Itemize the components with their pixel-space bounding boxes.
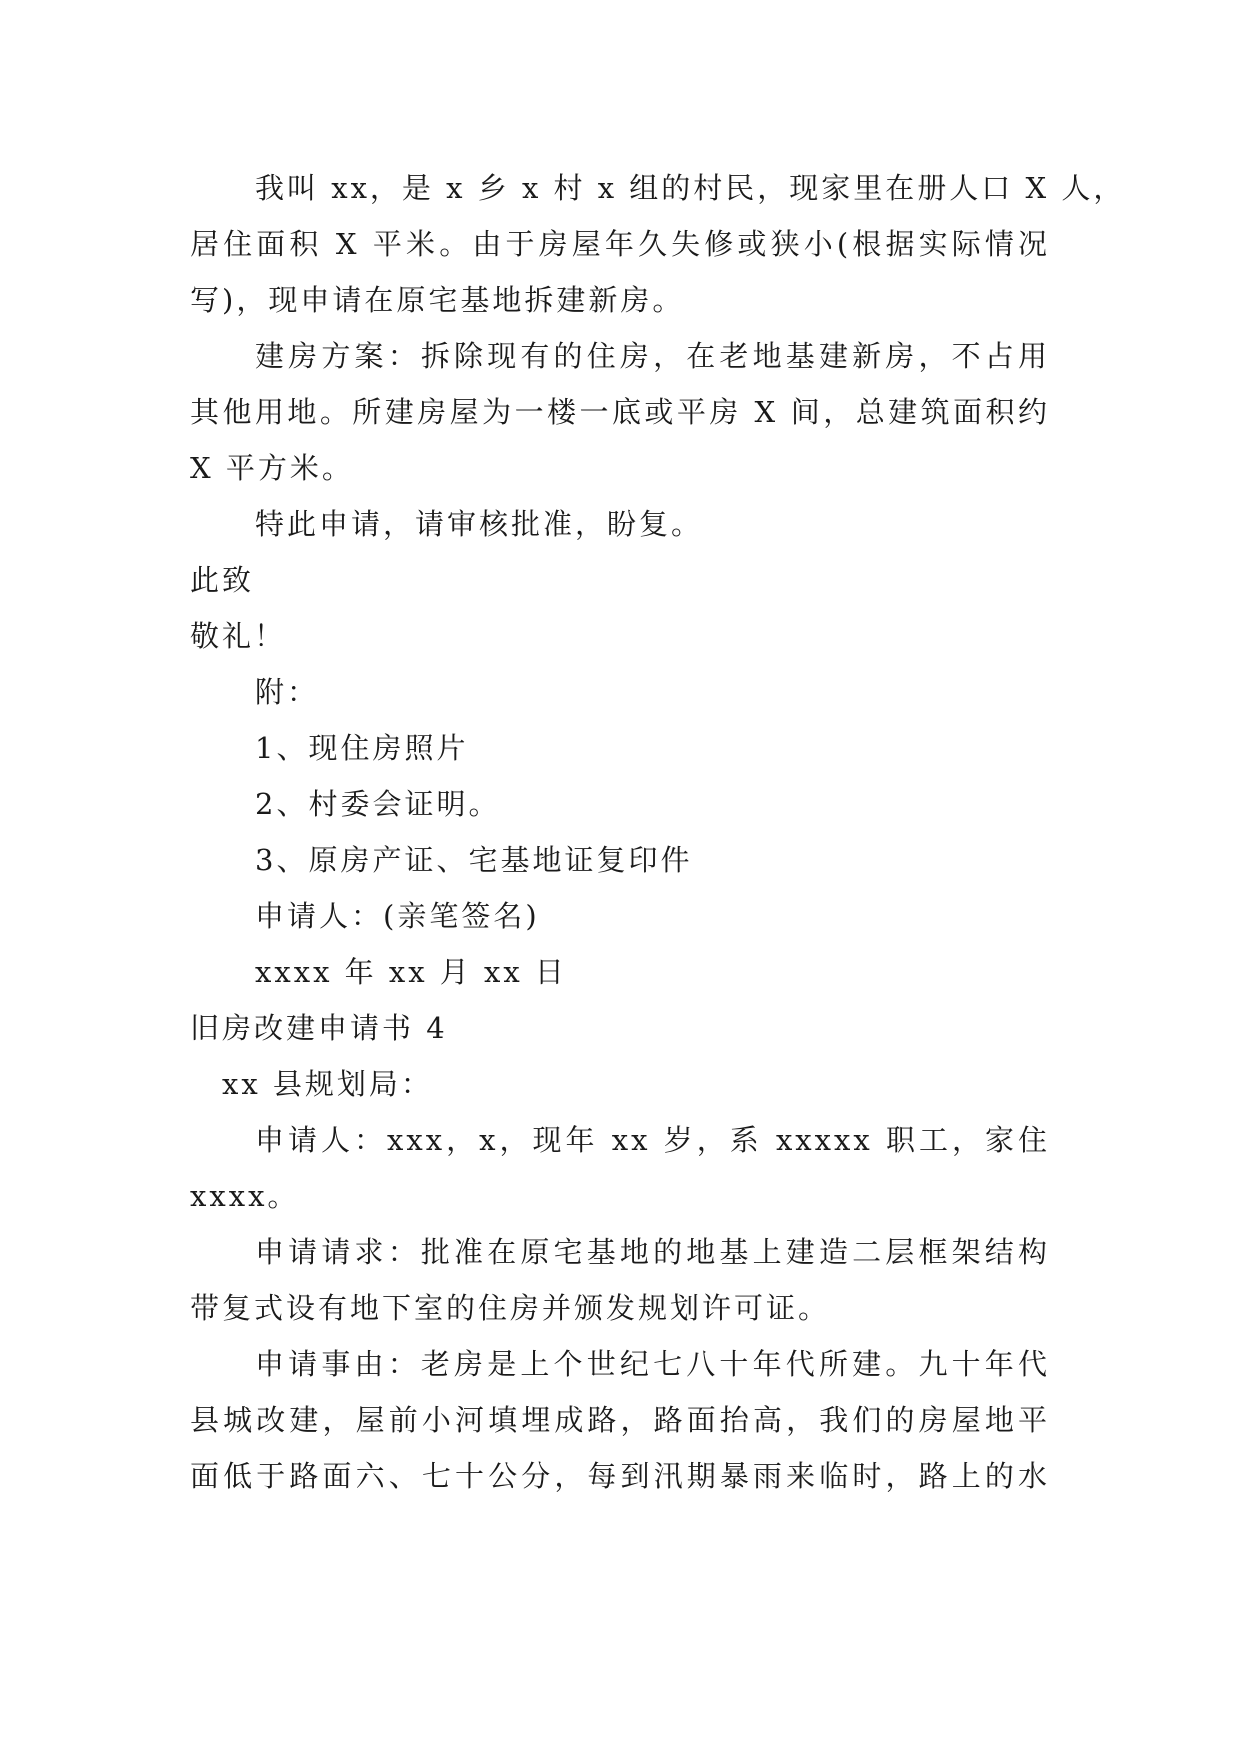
attachment-item-1: 1、现住房照片 xyxy=(255,731,469,765)
paragraph-2-line-3: X 平方米。 xyxy=(190,451,354,485)
applicant-signature: 申请人：(亲笔签名) xyxy=(255,899,540,933)
section-title: 旧房改建申请书 4 xyxy=(190,1011,448,1045)
paragraph-1-line-1: 我叫 xx，是 x 乡 x 村 x 组的村民，现家里在册人口 X 人， xyxy=(255,171,1126,205)
applicant-info-line-1: 申请人：xxx，x，现年 xx 岁，系 xxxxx 职工，家住 xyxy=(255,1123,1050,1157)
request-line-2: 带复式设有地下室的住房并颁发规划许可证。 xyxy=(190,1291,831,1325)
request-line-1: 申请请求：批准在原宅基地的地基上建造二层框架结构 xyxy=(255,1235,1050,1269)
paragraph-2-line-2: 其他用地。所建房屋为一楼一底或平房 X 间，总建筑面积约 xyxy=(190,395,1050,429)
reason-line-1: 申请事由：老房是上个世纪七八十年代所建。九十年代 xyxy=(255,1347,1050,1381)
salutation-jingli: 敬礼！ xyxy=(190,619,287,653)
attachment-item-2: 2、村委会证明。 xyxy=(255,787,501,821)
salutation-cizhi: 此致 xyxy=(190,563,255,597)
paragraph-2-line-1: 建房方案：拆除现有的住房，在老地基建新房，不占用 xyxy=(255,339,1050,373)
applicant-info-line-2: xxxx。 xyxy=(190,1179,300,1213)
date-line: xxxx 年 xx 月 xx 日 xyxy=(255,955,567,989)
paragraph-1-line-3: 写)，现申请在原宅基地拆建新房。 xyxy=(190,283,685,317)
attachment-item-3: 3、原房产证、宅基地证复印件 xyxy=(255,843,693,877)
paragraph-1-line-2: 居住面积 X 平米。由于房屋年久失修或狭小(根据实际情况 xyxy=(190,227,1050,261)
closing-request: 特此申请，请审核批准，盼复。 xyxy=(255,507,704,541)
addressee: xx 县规划局： xyxy=(222,1067,433,1101)
reason-line-3: 面低于路面六、七十公分，每到汛期暴雨来临时，路上的水 xyxy=(190,1459,1050,1493)
attachment-heading: 附： xyxy=(255,675,320,709)
reason-line-2: 县城改建，屋前小河填埋成路，路面抬高，我们的房屋地平 xyxy=(190,1403,1050,1437)
